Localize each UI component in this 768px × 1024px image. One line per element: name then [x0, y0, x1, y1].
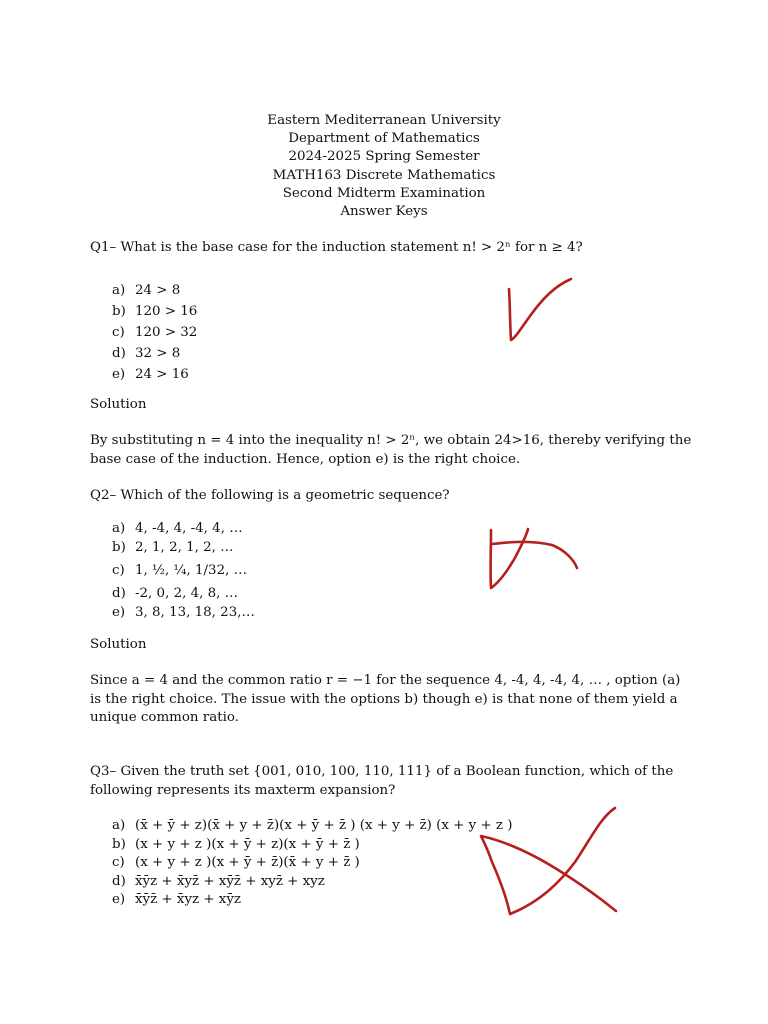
semester: 2024-2025 Spring Semester	[288, 149, 480, 165]
option-text: -2, 0, 2, 4, 8, …	[135, 586, 239, 602]
option-label: b)	[112, 836, 126, 852]
solution-line: Since a = 4 and the common ratio r = −1 for the sequence 4, -4, 4, -4, 4, … , option (a)	[90, 673, 681, 688]
q3-option-d	[112, 873, 512, 892]
department-name: Department of Mathematics	[288, 131, 480, 147]
university-name: Eastern Mediterranean University	[267, 113, 501, 128]
option-label: d)	[112, 346, 126, 361]
q1-question: Q1– What is the base case for the induction statement n! > 2ⁿ for n ≥ 4?	[90, 240, 583, 255]
q2-solution-text	[90, 672, 680, 728]
course-title: MATH163 Discrete Mathematics	[272, 167, 496, 183]
option-text: 1, ½, ¼, 1/32, …	[135, 563, 247, 579]
q1-solution-title: Solution	[90, 397, 147, 412]
q2-solution-title: Solution	[90, 637, 147, 652]
q2-option-b	[112, 539, 255, 558]
question-line: Q3– Given the truth set {001, 010, 100, 110, 111} of a Boolean function, which of the	[90, 764, 674, 779]
q2-option-e	[112, 604, 255, 623]
option-label: a)	[112, 818, 126, 833]
q1-solution-text	[90, 432, 692, 469]
option-text: 120 > 32	[135, 325, 198, 340]
option-text: x̄ȳz + x̄yz̄ + xȳz̄ + xyz̄ + xyz	[135, 873, 325, 889]
option-text: 24 > 16	[135, 367, 189, 382]
document-subtitle: Answer Keys	[340, 204, 428, 220]
option-text: x̄ȳz̄ + x̄yz + xȳz	[135, 892, 241, 908]
option-label: e)	[112, 367, 126, 382]
option-label: b)	[112, 539, 126, 555]
option-text: 2, 1, 2, 1, 2, …	[135, 539, 234, 555]
option-label: e)	[112, 604, 126, 620]
option-text: 120 > 16	[135, 304, 198, 319]
q1-option-d	[112, 343, 197, 364]
q2-options	[112, 520, 255, 622]
q1-option-b	[112, 301, 197, 322]
option-text: 4, -4, 4, -4, 4, …	[135, 521, 243, 536]
q3-option-c	[112, 854, 512, 873]
solution-line: base case of the induction. Hence, option e) is the right choice.	[90, 451, 521, 467]
q1-check-mark	[509, 279, 571, 340]
q3-option-e	[112, 891, 512, 910]
q1-option-a	[112, 280, 197, 301]
option-label: c)	[112, 855, 125, 871]
option-label: a)	[112, 283, 126, 298]
solution-line: By substituting n = 4 into the inequality n! > 2ⁿ, we obtain 24>16, thereby verifying the	[90, 433, 692, 448]
option-label: c)	[112, 325, 125, 340]
option-text: (x + y + z )(x + ȳ + z̄)(x̄ + y + z̄ )	[135, 855, 360, 871]
q3-question	[90, 763, 680, 800]
solution-line: unique common ratio.	[90, 710, 239, 725]
option-text: (x + y + z )(x + ȳ + z)(x + ȳ + z̄ )	[135, 836, 360, 852]
q1-options	[112, 280, 197, 385]
q2-option-a	[112, 520, 255, 539]
option-text: 24 > 8	[135, 283, 181, 298]
option-label: a)	[112, 521, 126, 536]
option-text: 32 > 8	[135, 346, 181, 361]
q1-option-c	[112, 322, 197, 343]
option-text: (x̄ + ȳ + z)(x̄ + y + z̄)(x + ȳ + z̄ ) (x + y + z̄) (x + y + z )	[135, 818, 513, 833]
solution-line: is the right choice. The issue with the options b) though e) is that none of them yield a	[90, 691, 678, 707]
q2-option-d	[112, 585, 255, 604]
option-label: d)	[112, 586, 126, 602]
option-text: 3, 8, 13, 18, 23,…	[135, 604, 255, 620]
option-label: c)	[112, 563, 125, 579]
exam-title: Second Midterm Examination	[282, 185, 486, 201]
q1-option-e	[112, 364, 197, 385]
option-label: e)	[112, 892, 126, 908]
option-label: b)	[112, 304, 126, 319]
q3-option-a	[112, 817, 512, 836]
q3-options	[112, 817, 512, 910]
q2-question: Q2– Which of the following is a geometric sequence?	[90, 488, 450, 503]
q2-option-c	[112, 557, 255, 585]
option-label: d)	[112, 873, 126, 889]
q3-option-b	[112, 836, 512, 855]
q2-handwritten-mark	[491, 529, 577, 588]
document-header	[0, 112, 768, 221]
question-line: following represents its maxterm expansion?	[90, 782, 396, 798]
